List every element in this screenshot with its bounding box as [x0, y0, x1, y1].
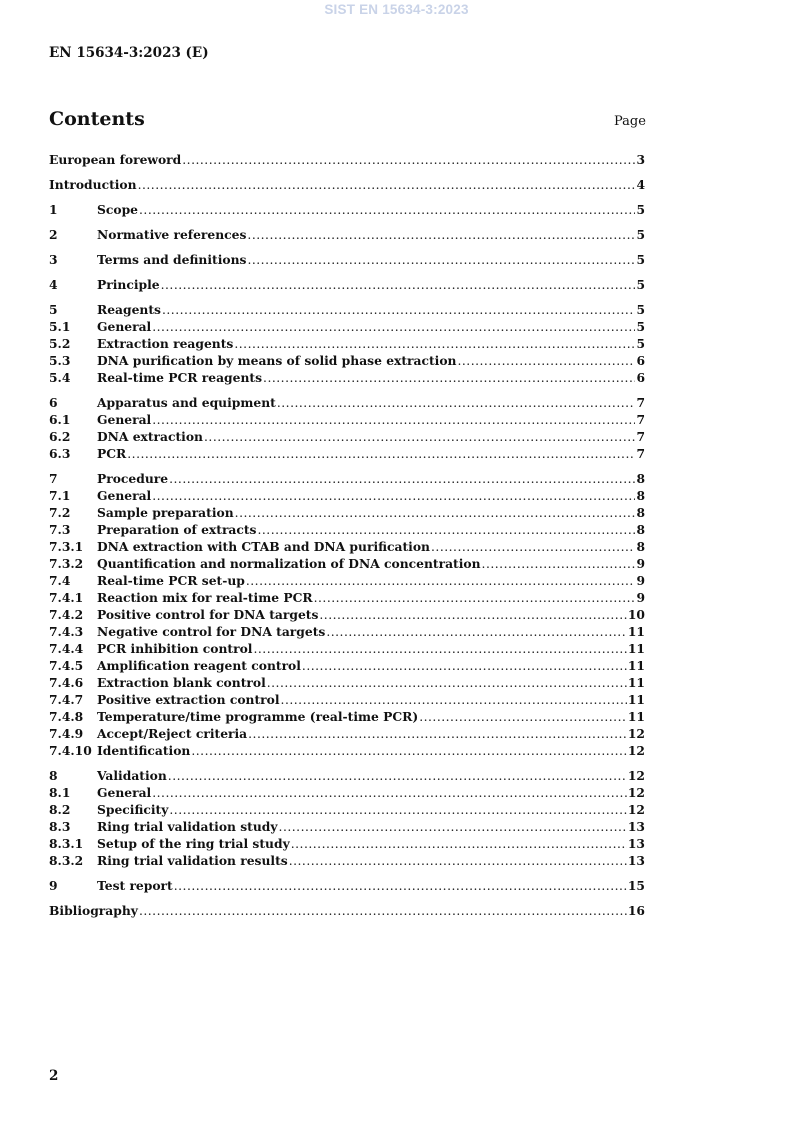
- toc-entry-number: 4: [49, 277, 58, 292]
- toc-leader-dots: [168, 768, 627, 785]
- toc-entry-number: 2: [49, 227, 58, 242]
- toc-entry-page: 5: [636, 319, 645, 334]
- toc-leader-dots: [248, 726, 627, 743]
- toc-leader-dots: [253, 641, 626, 658]
- toc-entry[interactable]: [49, 301, 645, 318]
- toc-entry-title: General: [97, 488, 152, 503]
- toc-entry[interactable]: [49, 852, 645, 869]
- toc-leader-dots: [419, 709, 627, 726]
- toc-entry-number: 5: [49, 302, 58, 317]
- toc-entry-page: 4: [636, 177, 645, 192]
- toc-entry-page: 9: [636, 573, 645, 588]
- toc-entry-title: General: [97, 412, 152, 427]
- toc-entry-number: 7.4.2: [49, 607, 84, 622]
- toc-entry[interactable]: [49, 767, 645, 784]
- toc-entry-page: 8: [636, 505, 645, 520]
- toc-entry-number: 8.2: [49, 802, 71, 817]
- toc-entry[interactable]: [49, 251, 645, 268]
- toc-entry[interactable]: [49, 572, 645, 589]
- toc-entry[interactable]: [49, 335, 645, 352]
- toc-entry[interactable]: [49, 877, 645, 894]
- toc-entry[interactable]: [49, 725, 645, 742]
- toc-entry-title: Scope: [97, 202, 138, 217]
- toc-entry[interactable]: [49, 151, 645, 168]
- toc-entry-title: Quantification and normalization of DNA concentration: [97, 556, 481, 571]
- toc-entry[interactable]: [49, 606, 645, 623]
- toc-entry-page: 12: [627, 768, 645, 783]
- toc-entry[interactable]: [49, 504, 645, 521]
- toc-leader-dots: [152, 488, 635, 505]
- toc-leader-dots: [247, 227, 635, 244]
- toc-entry-number: 3: [49, 252, 58, 267]
- toc-entry-title: Test report: [97, 878, 173, 893]
- toc-leader-dots: [174, 878, 627, 895]
- page-column-label: Page: [614, 114, 646, 129]
- toc-entry[interactable]: [49, 538, 645, 555]
- toc-entry-number: 7.3.1: [49, 539, 84, 554]
- toc-entry[interactable]: [49, 555, 645, 572]
- toc-entry-title: Identification: [97, 743, 191, 758]
- toc-leader-dots: [247, 252, 635, 269]
- toc-entry-number: 7.3: [49, 522, 71, 537]
- toc-entry[interactable]: [49, 742, 645, 759]
- toc-leader-dots: [482, 556, 636, 573]
- toc-entry[interactable]: [49, 352, 645, 369]
- toc-entry-number: 7.4.7: [49, 692, 84, 707]
- toc-entry[interactable]: [49, 818, 645, 835]
- document-id: EN 15634-3:2023 (E): [49, 45, 209, 61]
- toc-entry[interactable]: [49, 470, 645, 487]
- toc-entry[interactable]: [49, 784, 645, 801]
- toc-entry-number: 7.4.4: [49, 641, 84, 656]
- toc-leader-dots: [162, 302, 635, 319]
- toc-entry-page: 16: [627, 903, 645, 918]
- toc-leader-dots: [319, 607, 626, 624]
- toc-entry[interactable]: [49, 226, 645, 243]
- toc-entry-title: Reaction mix for real-time PCR: [97, 590, 313, 605]
- toc-entry-page: 10: [627, 607, 645, 622]
- toc-entry-page: 5: [636, 202, 645, 217]
- toc-entry-page: 7: [636, 446, 645, 461]
- toc-entry-page: 12: [627, 785, 645, 800]
- toc-entry-title: Temperature/time programme (real-time PCR): [97, 709, 419, 724]
- toc-entry-title: Specificity: [97, 802, 169, 817]
- watermark: SIST EN 15634-3:2023: [324, 2, 469, 17]
- toc-entry[interactable]: [49, 176, 645, 193]
- toc-entry-page: 7: [636, 429, 645, 444]
- toc-entry-page: 12: [627, 726, 645, 741]
- toc-entry[interactable]: [49, 623, 645, 640]
- toc-leader-dots: [326, 624, 627, 641]
- toc-leader-dots: [152, 412, 635, 429]
- toc-entry-page: 11: [627, 658, 645, 673]
- toc-entry-number: 7.4.8: [49, 709, 84, 724]
- toc-entry-number: 7: [49, 471, 58, 486]
- toc-entry-page: 13: [627, 819, 645, 834]
- toc-entry-number: 7.4.6: [49, 675, 84, 690]
- toc-leader-dots: [169, 802, 626, 819]
- toc-entry-title: Procedure: [97, 471, 169, 486]
- toc-entry-page: 9: [636, 590, 645, 605]
- toc-entry[interactable]: [49, 521, 645, 538]
- toc-entry-number: 8.3: [49, 819, 71, 834]
- toc-entry-title: PCR: [97, 446, 127, 461]
- toc-entry-number: 6.1: [49, 412, 71, 427]
- toc-entry-title: Extraction reagents: [97, 336, 234, 351]
- toc-entry-page: 8: [636, 539, 645, 554]
- toc-entry-page: 5: [636, 227, 645, 242]
- toc-entry[interactable]: [49, 674, 645, 691]
- toc-entry[interactable]: [49, 369, 645, 386]
- toc-entry-title: Positive extraction control: [97, 692, 280, 707]
- toc-leader-dots: [314, 590, 636, 607]
- toc-entry-number: 5.2: [49, 336, 71, 351]
- toc-leader-dots: [279, 819, 627, 836]
- toc-entry-number: 7.4.3: [49, 624, 84, 639]
- toc-entry-page: 9: [636, 556, 645, 571]
- toc-leader-dots: [204, 429, 635, 446]
- toc-leader-dots: [235, 505, 636, 522]
- toc-entry-page: 8: [636, 488, 645, 503]
- toc-leader-dots: [127, 446, 635, 463]
- toc-leader-dots: [457, 353, 635, 370]
- toc-entry[interactable]: [49, 201, 645, 218]
- toc-entry-page: 13: [627, 836, 645, 851]
- toc-leader-dots: [191, 743, 627, 760]
- toc-entry-page: 8: [636, 522, 645, 537]
- toc-entry-page: 11: [627, 624, 645, 639]
- toc-entry-title: DNA extraction with CTAB and DNA purification: [97, 539, 431, 554]
- toc-entry-title: Terms and definitions: [97, 252, 247, 267]
- toc-entry-title: DNA purification by means of solid phase extraction: [97, 353, 457, 368]
- toc-entry[interactable]: [49, 657, 645, 674]
- toc-entry-number: 6.2: [49, 429, 71, 444]
- toc-entry-title: Accept/Reject criteria: [97, 726, 248, 741]
- table-of-contents: [49, 151, 645, 919]
- toc-entry-number: 5.4: [49, 370, 71, 385]
- toc-entry[interactable]: [49, 487, 645, 504]
- toc-entry-page: 12: [627, 802, 645, 817]
- toc-entry-page: 11: [627, 709, 645, 724]
- toc-entry[interactable]: [49, 801, 645, 818]
- toc-entry-page: 8: [636, 471, 645, 486]
- toc-entry-title: Apparatus and equipment: [97, 395, 276, 410]
- toc-leader-dots: [257, 522, 635, 539]
- toc-entry-number: 5.3: [49, 353, 71, 368]
- toc-leader-dots: [246, 573, 636, 590]
- toc-entry-title: Ring trial validation study: [97, 819, 278, 834]
- toc-entry[interactable]: [49, 318, 645, 335]
- toc-entry-number: 9: [49, 878, 58, 893]
- toc-entry-number: 7.2: [49, 505, 71, 520]
- toc-entry[interactable]: [49, 640, 645, 657]
- toc-entry-title: General: [97, 319, 152, 334]
- toc-entry[interactable]: [49, 589, 645, 606]
- toc-entry-title: Sample preparation: [97, 505, 234, 520]
- toc-leader-dots: [182, 152, 635, 169]
- toc-entry-page: 6: [636, 353, 645, 368]
- toc-entry-page: 5: [636, 336, 645, 351]
- toc-leader-dots: [263, 370, 635, 387]
- toc-entry-title: Ring trial validation results: [97, 853, 288, 868]
- toc-entry-number: 8.1: [49, 785, 71, 800]
- toc-entry-number: 6: [49, 395, 58, 410]
- toc-entry-title: Amplification reagent control: [97, 658, 301, 673]
- toc-entry-title: Real-time PCR reagents: [97, 370, 263, 385]
- toc-entry-page: 5: [636, 302, 645, 317]
- toc-entry[interactable]: [49, 394, 645, 411]
- toc-leader-dots: [152, 785, 627, 802]
- toc-entry-page: 13: [627, 853, 645, 868]
- toc-entry-title: Setup of the ring trial study: [97, 836, 290, 851]
- toc-entry-title: General: [97, 785, 152, 800]
- toc-entry-number: 8.3.2: [49, 853, 84, 868]
- contents-title: Contents: [49, 108, 145, 130]
- toc-entry[interactable]: [49, 708, 645, 725]
- toc-entry-title: PCR inhibition control: [97, 641, 253, 656]
- toc-entry-page: 12: [627, 743, 645, 758]
- toc-entry-page: 3: [636, 152, 645, 167]
- toc-entry-number: 6.3: [49, 446, 71, 461]
- toc-entry-title: Introduction: [49, 177, 137, 192]
- toc-entry-number: 8: [49, 768, 58, 783]
- toc-entry-page: 5: [636, 277, 645, 292]
- toc-entry-page: 6: [636, 370, 645, 385]
- toc-entry[interactable]: [49, 411, 645, 428]
- toc-entry-title: Negative control for DNA targets: [97, 624, 326, 639]
- toc-entry-page: 7: [636, 395, 645, 410]
- toc-entry-title: DNA extraction: [97, 429, 203, 444]
- toc-entry[interactable]: [49, 276, 645, 293]
- toc-entry-title: Normative references: [97, 227, 247, 242]
- toc-entry[interactable]: [49, 902, 645, 919]
- toc-leader-dots: [277, 395, 636, 412]
- toc-entry-number: 8.3.1: [49, 836, 84, 851]
- toc-entry-title: Principle: [97, 277, 160, 292]
- toc-leader-dots: [234, 336, 635, 353]
- toc-entry-number: 1: [49, 202, 58, 217]
- toc-entry-number: 7.4: [49, 573, 71, 588]
- toc-leader-dots: [302, 658, 627, 675]
- toc-entry-title: Preparation of extracts: [97, 522, 257, 537]
- toc-entry-title: Positive control for DNA targets: [97, 607, 319, 622]
- toc-leader-dots: [161, 277, 636, 294]
- toc-leader-dots: [431, 539, 635, 556]
- toc-entry-title: Validation: [97, 768, 167, 783]
- toc-leader-dots: [169, 471, 635, 488]
- toc-entry-title: Reagents: [97, 302, 161, 317]
- toc-leader-dots: [138, 177, 636, 194]
- toc-entry[interactable]: [49, 445, 645, 462]
- toc-entry-number: 7.4.9: [49, 726, 84, 741]
- toc-leader-dots: [289, 853, 627, 870]
- toc-leader-dots: [152, 319, 635, 336]
- toc-leader-dots: [139, 202, 635, 219]
- toc-entry-number: 5.1: [49, 319, 71, 334]
- toc-entry-number: 7.1: [49, 488, 71, 503]
- toc-entry-page: 11: [627, 641, 645, 656]
- toc-leader-dots: [267, 675, 627, 692]
- toc-entry-number: 7.4.5: [49, 658, 84, 673]
- page-number: 2: [49, 1068, 59, 1084]
- toc-entry-page: 15: [627, 878, 645, 893]
- toc-entry-title: Bibliography: [49, 903, 138, 918]
- toc-leader-dots: [139, 903, 627, 920]
- toc-entry[interactable]: [49, 835, 645, 852]
- toc-entry-number: 7.3.2: [49, 556, 84, 571]
- toc-entry-title: Extraction blank control: [97, 675, 266, 690]
- toc-entry-number: 7.4.10: [49, 743, 92, 758]
- toc-leader-dots: [291, 836, 627, 853]
- toc-entry-title: Real-time PCR set-up: [97, 573, 245, 588]
- toc-entry-page: 5: [636, 252, 645, 267]
- toc-entry-page: 11: [627, 675, 645, 690]
- toc-entry-page: 7: [636, 412, 645, 427]
- toc-entry[interactable]: [49, 428, 645, 445]
- toc-entry-number: 7.4.1: [49, 590, 84, 605]
- toc-entry-title: European foreword: [49, 152, 182, 167]
- toc-entry-page: 11: [627, 692, 645, 707]
- toc-entry[interactable]: [49, 691, 645, 708]
- toc-leader-dots: [281, 692, 627, 709]
